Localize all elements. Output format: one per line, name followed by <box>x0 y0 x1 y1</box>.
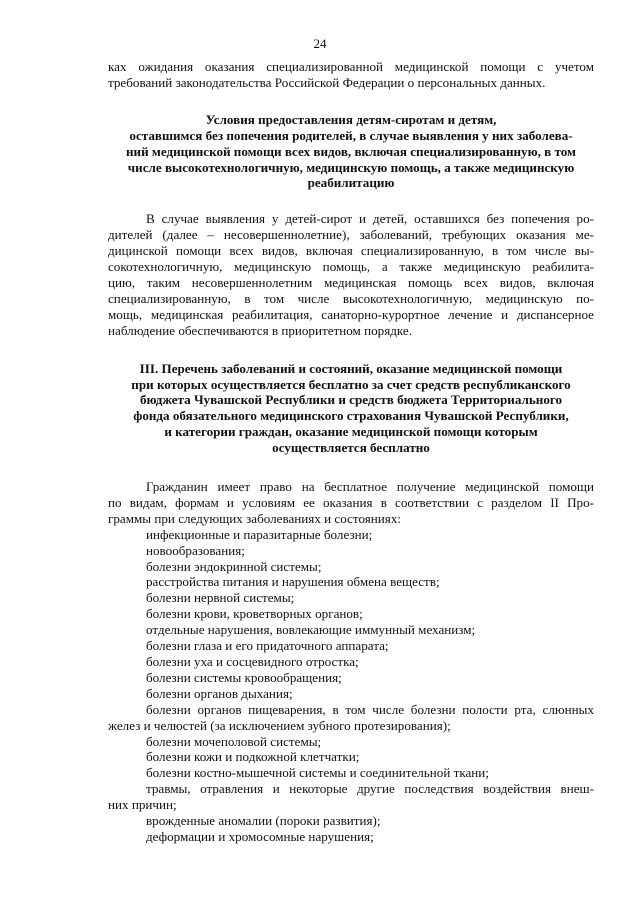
text-line: дителей (далее – несовершеннолетние), заболеваний, требующих оказания ме- <box>108 227 594 243</box>
rights-paragraph <box>108 479 594 527</box>
intro-paragraph <box>108 59 594 91</box>
section-heading-orphans <box>108 112 594 192</box>
page-number: 24 <box>313 36 327 51</box>
heading-line: реабилитацию <box>307 175 395 191</box>
list-item: болезни эндокринной системы; <box>146 558 322 574</box>
page-content <box>108 59 594 845</box>
list-item: болезни органов пищеварения, в том числе болезни полости рта, слюнных <box>146 701 594 717</box>
text-line: требований законодательства Российской Федерации о персональных данных. <box>108 74 546 90</box>
list-item: болезни органов дыхания; <box>146 685 293 701</box>
list-item: болезни кожи и подкожной клетчатки; <box>146 749 360 765</box>
list-item: болезни системы кровообращения; <box>146 669 342 685</box>
list-item: травмы, отравления и некоторые другие последствия воздействия внеш- <box>146 781 594 797</box>
text-line: В случае выявления у детей-сирот и детей, оставшихся без попечения ро- <box>146 211 594 227</box>
heading-line: III. Перечень заболеваний и состояний, оказание медицинской помощи <box>139 360 563 376</box>
list-item: болезни крови, кроветворных органов; <box>146 606 363 622</box>
list-item: новообразования; <box>146 542 245 558</box>
text-line: специализированную, в том числе высокотехнологичную, медицинскую по- <box>108 290 594 306</box>
heading-line: ний медицинской помощи всех видов, включая специализированную, в том <box>126 143 576 159</box>
list-item: врожденные аномалии (пороки развития); <box>146 813 381 829</box>
heading-line: при которых осуществляется бесплатно за счет средств республиканского <box>131 376 571 392</box>
text-line: Гражданин имеет право на бесплатное получение медицинской помощи <box>146 479 594 495</box>
orphans-paragraph <box>108 211 594 338</box>
heading-line: оставшимся без попечения родителей, в случае выявления у них заболева- <box>129 127 573 143</box>
heading-line: осуществляется бесплатно <box>272 440 430 456</box>
section-heading-iii <box>108 361 594 456</box>
text-line: дицинской помощи всех видов, включая специализированную, в том числе вы- <box>108 243 594 259</box>
text-line: по видам, формам и условиям ее оказания в соответствии с разделом II Про- <box>108 494 594 510</box>
list-item: болезни глаза и его придаточного аппарата; <box>146 638 389 654</box>
heading-line: числе высокотехнологичную, медицинскую помощь, а также медицинскую <box>127 159 575 175</box>
heading-line: бюджета Чувашской Республики и средств бюджета Территориального <box>139 392 563 408</box>
list-item-continuation: желез и челюстей (за исключением зубного протезирования); <box>108 717 451 733</box>
list-item: болезни мочеполовой системы; <box>146 733 322 749</box>
text-line: цию, таким несовершеннолетним медицинская помощь всех видов, включая <box>108 274 594 290</box>
list-item: отдельные нарушения, вовлекающие иммунный механизм; <box>146 622 476 638</box>
list-item: расстройства питания и нарушения обмена веществ; <box>146 574 440 590</box>
list-item: болезни нервной системы; <box>146 590 295 606</box>
text-line: сокотехнологичную, медицинскую помощь, а также медицинскую реабилита- <box>108 259 594 275</box>
list-item: болезни уха и сосцевидного отростка; <box>146 654 359 669</box>
heading-line: Условия предоставления детям-сиротам и детям, <box>205 111 497 127</box>
text-line: мощь, медицинская реабилитация, санаторно-курортное лечение и диспансерное <box>108 306 594 322</box>
list-item: инфекционные и паразитарные болезни; <box>146 526 373 542</box>
heading-line: фонда обязательного медицинского страхования Чувашской Республики, <box>133 408 569 424</box>
list-item: деформации и хромосомные нарушения; <box>146 828 374 844</box>
list-item-continuation: них причин; <box>108 797 177 813</box>
disease-list <box>108 527 594 845</box>
list-item: болезни костно-мышечной системы и соединительной ткани; <box>146 765 489 781</box>
heading-line: и категории граждан, оказание медицинской помощи которым <box>164 424 538 440</box>
text-line: граммы при следующих заболеваниях и состояниях: <box>108 510 402 526</box>
text-line: наблюдение обеспечиваются в приоритетном порядке. <box>108 322 413 338</box>
text-line: ках ожидания оказания специализированной медицинской помощи с учетом <box>108 59 594 74</box>
